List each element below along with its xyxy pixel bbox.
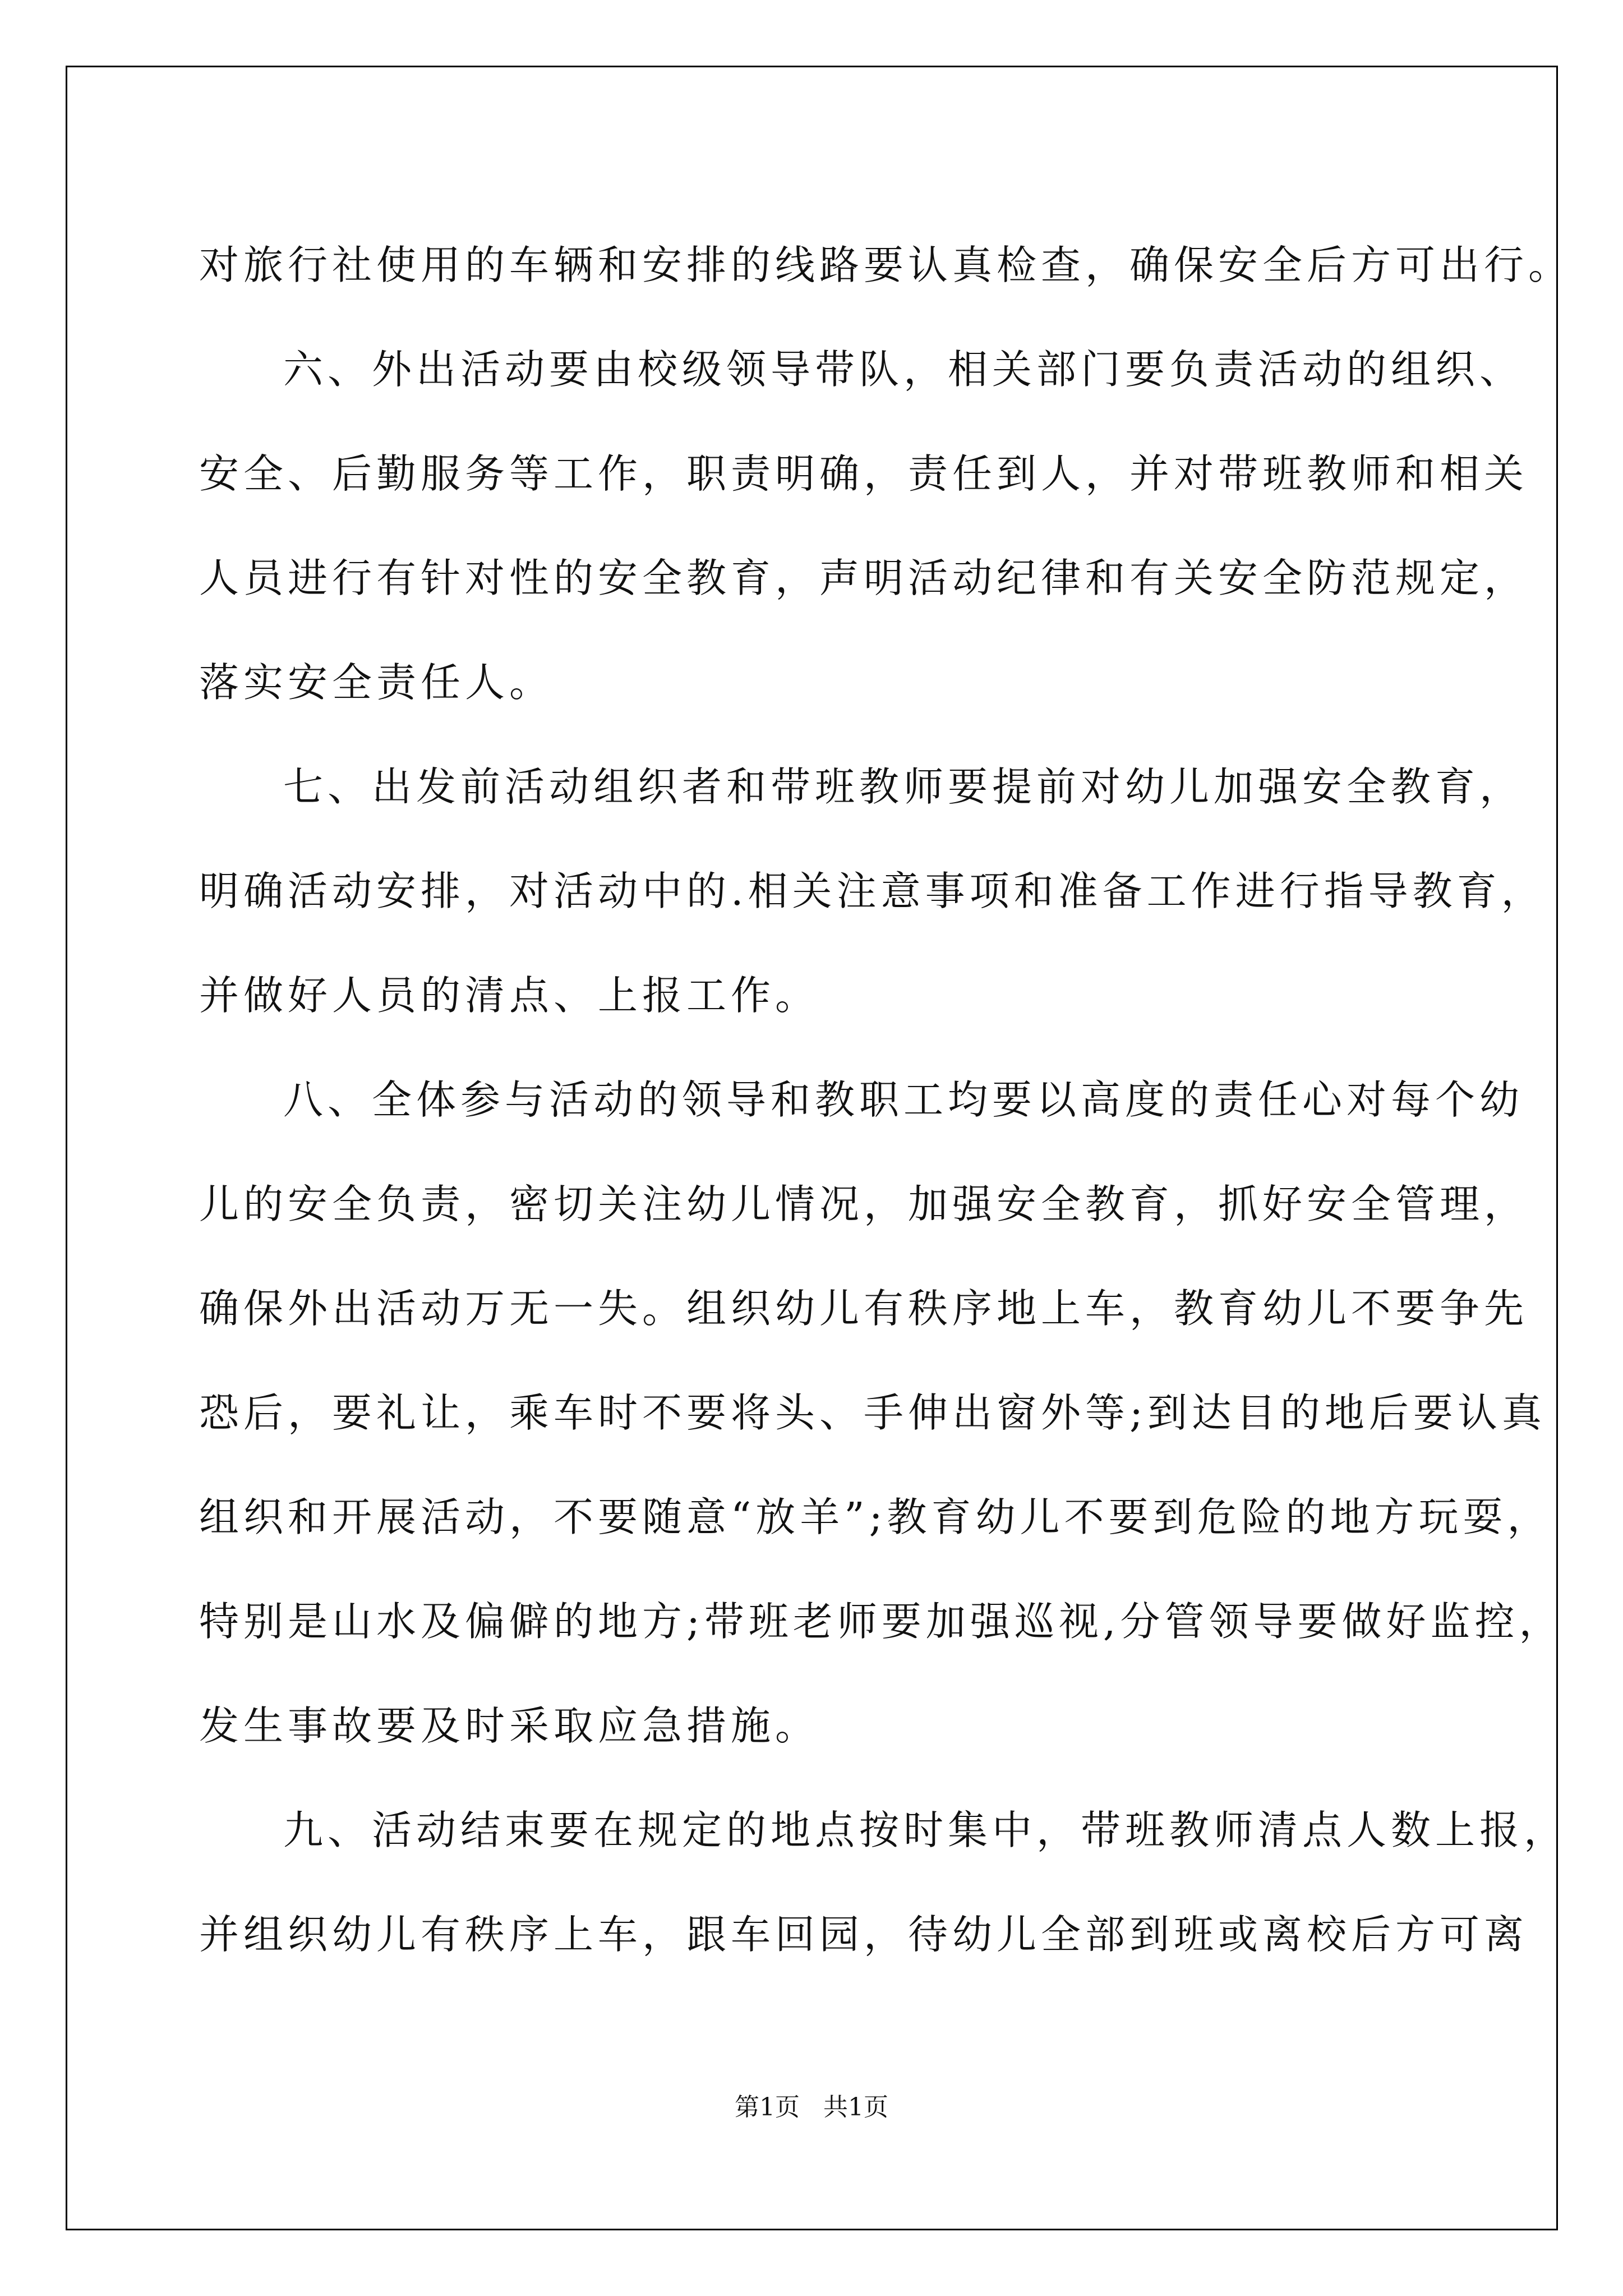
page-footer: 第1页 共1页	[735, 2093, 888, 2122]
text-line: 特别是山水及偏僻的地方;带班老师要加强巡视,分管领导要做好监控，	[199, 1598, 1564, 1645]
text-line: 落实安全责任人。	[199, 659, 554, 706]
text-line: 恐后，要礼让，乘车时不要将头、手伸出窗外等;到达目的地后要认真	[199, 1389, 1546, 1436]
text-line: 明确活动安排，对活动中的.相关注意事项和准备工作进行指导教育，	[199, 868, 1546, 914]
text-line: 九、活动结束要在规定的地点按时集中，带班教师清点人数上报，	[283, 1807, 1569, 1853]
text-line: 人员进行有针对性的安全教育，声明活动纪律和有关安全防范规定，	[199, 555, 1529, 601]
text-line: 发生事故要及时采取应急措施。	[199, 1703, 820, 1749]
text-line: 儿的安全负责，密切关注幼儿情况，加强安全教育，抓好安全管理，	[199, 1181, 1529, 1227]
text-line: 八、全体参与活动的领导和教职工均要以高度的责任心对每个幼	[283, 1076, 1524, 1123]
text-line: 对旅行社使用的车辆和安排的线路要认真检查，确保安全后方可出行。	[199, 242, 1573, 288]
document-body	[199, 213, 1573, 1987]
text-line: 并组织幼儿有秩序上车，跟车回园，待幼儿全部到班或离校后方可离	[199, 1911, 1529, 1958]
text-line: 六、外出活动要由校级领导带队，相关部门要负责活动的组织、	[283, 346, 1524, 393]
text-line: 并做好人员的清点、上报工作。	[199, 972, 820, 1019]
text-line: 安全、后勤服务等工作，职责明确，责任到人，并对带班教师和相关	[199, 450, 1529, 497]
text-line: 确保外出活动万无一失。组织幼儿有秩序地上车，教育幼儿不要争先	[199, 1285, 1529, 1332]
text-line: 组织和开展活动，不要随意“放羊”;教育幼儿不要到危险的地方玩耍，	[199, 1494, 1552, 1540]
text-line: 七、出发前活动组织者和带班教师要提前对幼儿加强安全教育，	[283, 763, 1524, 810]
